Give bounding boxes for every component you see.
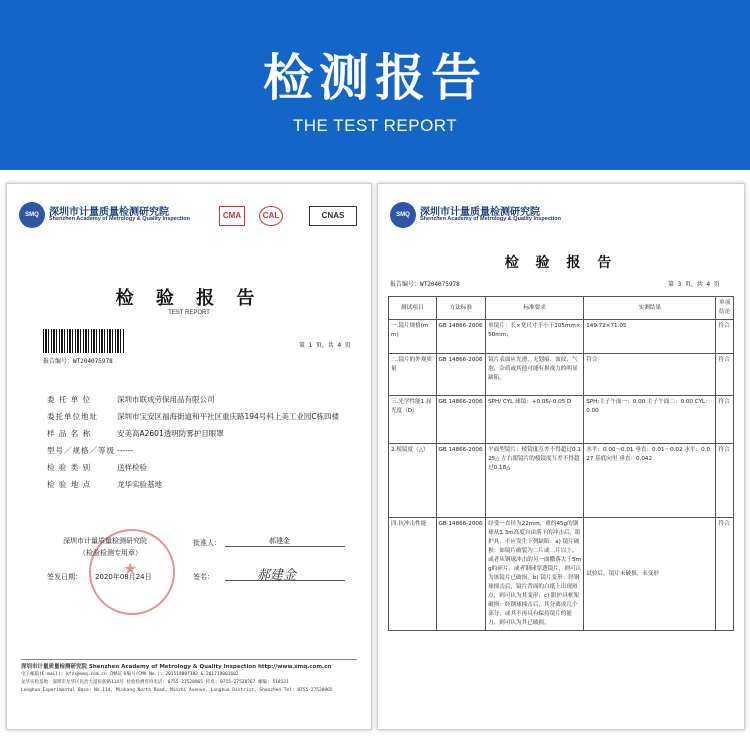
- cell-item: 一.镜片规格(mm): [389, 320, 437, 354]
- table-row: [389, 354, 734, 396]
- cnas-mark-icon: CNAS: [309, 206, 357, 226]
- approver-name: 郝建金: [269, 537, 290, 545]
- report-cover-page: [6, 183, 372, 730]
- report-results-page: [377, 183, 745, 730]
- table-header-row: [389, 297, 734, 320]
- cell-item: 三.光学性能1.屈光度（D）: [389, 396, 437, 444]
- cell-requirement: 平面型镜片：棱镜度互差不得超过0.125△ 左右眼镜片的棱镜度互差不得超过0.18△: [486, 444, 584, 518]
- barcode-icon: [43, 329, 125, 353]
- cell-requirement: SPH/ CYL 球镜：+0.05/-0.05 D: [486, 396, 584, 444]
- results-table: [388, 296, 734, 631]
- cell-conclusion: 符合: [716, 354, 734, 396]
- cell-result: 水平：0.00～0.01 垂直：0.01～0.02 水平：0.027 基底向里 垂直：0.042: [584, 444, 716, 518]
- cell-conclusion: 符合: [716, 396, 734, 444]
- cell-method: GB 14866-2006: [436, 518, 486, 631]
- field-client-address: 委托单位地址 深圳市宝安区福海街道和平社区重庆路194号科上美工业园C栋四楼: [47, 412, 340, 421]
- cell-conclusion: 符合: [716, 320, 734, 354]
- signature-line: [225, 580, 345, 581]
- header-requirement: 标准要求: [486, 297, 584, 320]
- header-item: 测试项目: [389, 297, 437, 320]
- report-title: 检 验 报 告: [504, 255, 618, 271]
- footer-line-4: Longhua Experimental Base: No.114, Minkang North Road, Minzhi Avenue, Longhua District, Shenzhen Tel: 0755-27528965: [21, 688, 333, 693]
- cell-result: 符合: [584, 354, 716, 396]
- cell-requirement: 镜片表面应光滑，无划痕、波纹、气泡、杂质或其他可能有损视力的明显缺陷。: [486, 354, 584, 396]
- cell-method: GB 14866-2006: [436, 444, 486, 518]
- stamp-sub: （检验检测专用章）: [79, 549, 142, 557]
- cell-item: 二.镜片的外观质量: [389, 354, 437, 396]
- org-name: 深圳市计量质量检测研究院: [49, 207, 169, 218]
- report-number: 报告编号：WT204075978: [43, 358, 113, 365]
- header-conclusion: 单项结论: [716, 297, 734, 320]
- org-name-en: Shenzhen Academy of Metrology & Quality Inspection: [420, 216, 561, 222]
- cell-requirement: 单镜片：长×宽尺寸不小于105mm×50mm；: [486, 320, 584, 354]
- cma-mark-icon: CMA: [219, 206, 245, 226]
- field-client: 委 托 单 位 深圳市联成劳保用品有限公司: [47, 395, 215, 404]
- report-title-en: TEST REPORT: [168, 310, 210, 316]
- cell-result: 试验后，镜片未破损、未变形: [584, 518, 716, 631]
- smq-logo-icon: SMQ: [19, 202, 45, 228]
- table-row: [389, 396, 734, 444]
- cell-method: GB 14866-2006: [436, 396, 486, 444]
- field-model: 型号／规格／等级 ------: [47, 446, 134, 455]
- cell-result: 149.72×71.05: [584, 320, 716, 354]
- page-number: 第 3 页，共 4 页: [668, 281, 720, 288]
- smq-logo-icon: SMQ: [390, 202, 416, 228]
- table-row: [389, 320, 734, 354]
- header-result: 实测结果: [584, 297, 716, 320]
- issue-date-label: 签发日期：: [47, 573, 82, 581]
- cell-requirement: 经受一直径为22mm，重约45g的钢球从1.3m高度自由落下的冲击后，眼护具：不应发生下列缺陷：a) 镜片破损：如镜片破裂为二片或二片以上，或者从钢球冲击的另一面撒落大于5mg的碎片，或者钢球穿透镜片，则可认为该镜片已破损。b) 镜片变形：经钢球撞击后，镜片背面的白纸上出现斑点，则可认为其变形；c) 眼护具框架破损：经钢球撞击后，其分离成几个部分，或其不再具有保持镜片的能力，则可认为其已破损。: [486, 518, 584, 631]
- cell-result: SPH:主子午面一：0.00 主子午面二：0.00 CYL：0.00: [584, 396, 716, 444]
- cell-item: 2.棱镜度（△）: [389, 444, 437, 518]
- issue-date: 2020年08月24日: [95, 573, 152, 581]
- cell-conclusion: 符合: [716, 518, 734, 631]
- table-row: [389, 518, 734, 631]
- field-test-type: 检 验 类 别 送样检验: [47, 463, 147, 472]
- cell-method: GB 14866-2006: [436, 320, 486, 354]
- org-name-en: Shenzhen Academy of Metrology & Quality Inspection: [49, 216, 190, 222]
- page-footer: [21, 659, 357, 695]
- cell-method: GB 14866-2006: [436, 354, 486, 396]
- field-test-site: 检 验 地 点 龙华实验基地: [47, 480, 162, 489]
- footer-line-2: 电子邮箱(E-mail): kfzx@smq.com.cn CMA证书编号(CMA No.): 201519007382 & 201719001682: [21, 672, 239, 677]
- banner-title: 检测报告: [263, 49, 487, 107]
- cell-item: 四.抗冲击性能: [389, 518, 437, 631]
- report-number: 报告编号：WT204075978: [390, 281, 460, 288]
- cell-conclusion: 符合: [716, 444, 734, 518]
- banner: [0, 0, 750, 170]
- table-row: [389, 444, 734, 518]
- approver-line: [225, 546, 345, 547]
- header-method: 方法标准: [436, 297, 486, 320]
- signature: 郝建金: [257, 568, 297, 583]
- footer-line-1: 深圳市计量质量检测研究院 Shenzhen Academy of Metrology & Quality Inspection http://www.smq.com.cn: [21, 664, 332, 670]
- signature-label: 签名：: [193, 573, 214, 581]
- stamp-org: 深圳市计量质量检测研究院: [63, 537, 147, 545]
- cal-mark-icon: CAL: [259, 206, 283, 226]
- org-name: 深圳市计量质量检测研究院: [420, 207, 540, 218]
- page-number: 第 1 页，共 4 页: [299, 342, 351, 349]
- field-sample-name: 样 品 名 称 安美高A2601透明防雾护目眼罩: [47, 429, 224, 438]
- approver-label: 批准人：: [193, 539, 221, 547]
- report-title: 检 验 报 告: [115, 288, 263, 309]
- banner-subtitle: THE TEST REPORT: [292, 116, 458, 135]
- footer-line-3: 龙华实验基地：深圳市龙华区民治大道民新路114号 检验检测咨询电话: 0755-27528965 传真: 0755-27528767 邮编: 518131: [21, 680, 289, 685]
